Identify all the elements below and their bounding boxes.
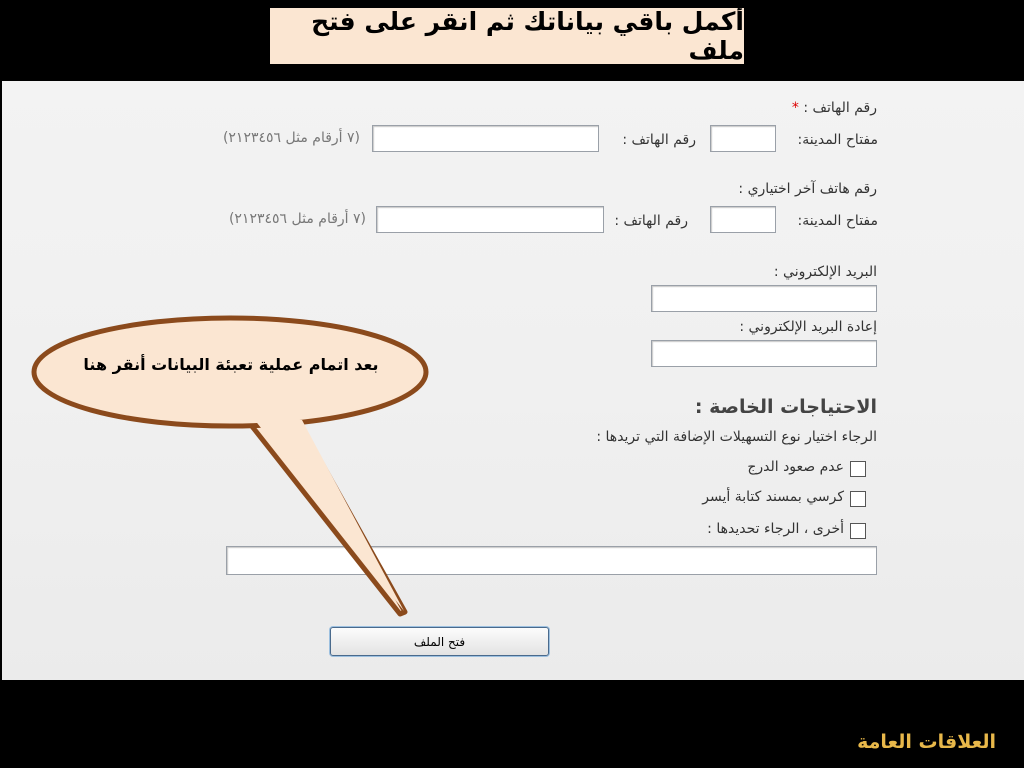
phone-hint: (٧ أرقام مثل ٢١٢٣٤٥٦) (222, 130, 360, 146)
alt-phone-area-code-label: مفتاح المدينة: (797, 213, 878, 229)
alt-phone-hint: (٧ أرقام مثل ٢١٢٣٤٥٦) (228, 211, 366, 227)
no-stairs-label: عدم صعود الدرج (747, 459, 844, 475)
required-mark: * (791, 100, 799, 116)
slide-title: أكمل باقي بياناتك ثم انقر على فتح ملف (311, 7, 744, 65)
phone-area-code-label: مفتاح المدينة: (797, 132, 878, 148)
alt-phone-number-label: رقم الهاتف : (614, 213, 688, 229)
special-needs-title: الاحتياجات الخاصة : (694, 396, 877, 418)
left-hand-desk-label: كرسي بمسند كتابة أيسر (702, 489, 844, 505)
callout-text: بعد اتمام عملية تعبئة البيانات أنقر هنا (83, 355, 379, 374)
special-needs-instruction: الرجاء اختيار نوع التسهيلات الإضافة التي تريدها : (596, 429, 877, 445)
open-file-button[interactable]: فتح الملف (330, 627, 549, 656)
other-needs-label: أخرى ، الرجاء تحديدها : (707, 521, 844, 537)
alt-phone-label: رقم هاتف آخر اختياري : (738, 181, 877, 197)
email-confirm-label: إعادة البريد الإلكتروني : (739, 319, 877, 335)
phone-label: رقم الهاتف : * (791, 100, 877, 116)
email-label: البريد الإلكتروني : (773, 264, 877, 280)
phone-number-label: رقم الهاتف : (622, 132, 696, 148)
footer-label: العلاقات العامة (857, 731, 996, 753)
